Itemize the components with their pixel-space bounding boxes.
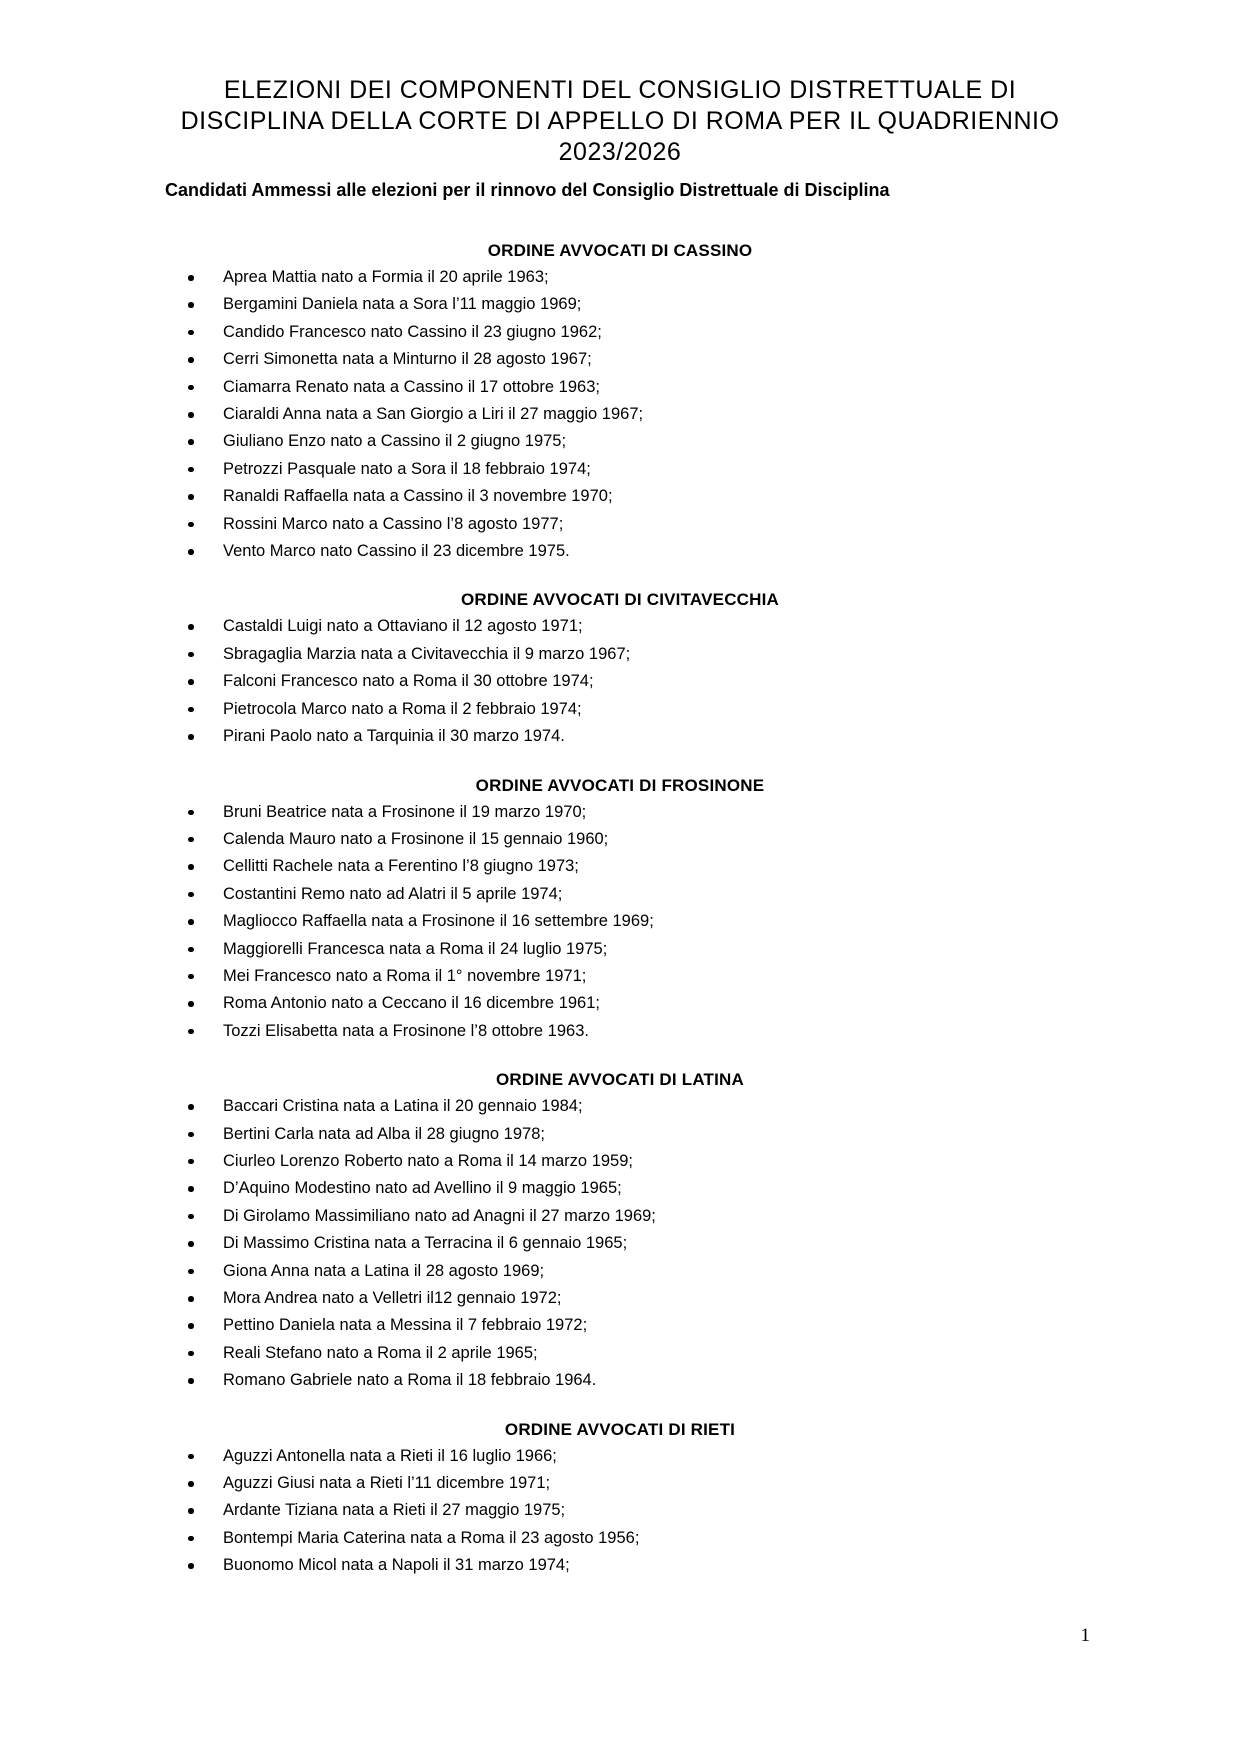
section-title: ORDINE AVVOCATI DI FROSINONE — [475, 775, 765, 795]
candidate-item: Di Girolamo Massimiliano nato ad Anagni il 27 marzo 1969; — [165, 1203, 1075, 1230]
candidate-item: Magliocco Raffaella nata a Frosinone il 16 settembre 1969; — [165, 908, 1075, 935]
candidate-item: Castaldi Luigi nato a Ottaviano il 12 agosto 1971; — [165, 613, 1075, 640]
candidate-item: Calenda Mauro nato a Frosinone il 15 gennaio 1960; — [165, 826, 1075, 853]
section-ordine-avvocati-civitavecchia — [165, 589, 1075, 750]
section-ordine-avvocati-rieti — [165, 1419, 1075, 1580]
candidate-item: Vento Marco nato Cassino il 23 dicembre 1975. — [165, 538, 1075, 565]
candidate-list — [165, 264, 1075, 565]
candidate-item: Cellitti Rachele nata a Ferentino l’8 giugno 1973; — [165, 853, 1075, 880]
candidate-item: Rossini Marco nato a Cassino l’8 agosto 1977; — [165, 511, 1075, 538]
candidate-item: Ardante Tiziana nata a Rieti il 27 maggio 1975; — [165, 1497, 1075, 1524]
sections-container — [165, 240, 1075, 1580]
candidate-item: Giona Anna nata a Latina il 28 agosto 1969; — [165, 1258, 1075, 1285]
candidate-item: Aguzzi Giusi nata a Rieti l’11 dicembre 1971; — [165, 1470, 1075, 1497]
candidate-item: Buonomo Micol nata a Napoli il 31 marzo 1974; — [165, 1552, 1075, 1579]
document-subtitle: Candidati Ammessi alle elezioni per il rinnovo del Consiglio Distrettuale di Disciplina — [165, 180, 890, 200]
section-title: ORDINE AVVOCATI DI LATINA — [495, 1070, 745, 1090]
candidate-item: Maggiorelli Francesca nata a Roma il 24 luglio 1975; — [165, 936, 1075, 963]
candidate-item: Di Massimo Cristina nata a Terracina il 6 gennaio 1965; — [165, 1230, 1075, 1257]
candidate-item: Pettino Daniela nata a Messina il 7 febbraio 1972; — [165, 1312, 1075, 1339]
section-title: ORDINE AVVOCATI DI RIETI — [504, 1419, 736, 1439]
candidate-item: Reali Stefano nato a Roma il 2 aprile 1965; — [165, 1340, 1075, 1367]
candidate-item: Aguzzi Antonella nata a Rieti il 16 luglio 1966; — [165, 1443, 1075, 1470]
candidate-item: Ciaraldi Anna nata a San Giorgio a Liri il 27 maggio 1967; — [165, 401, 1075, 428]
candidate-item: Falconi Francesco nato a Roma il 30 ottobre 1974; — [165, 668, 1075, 695]
candidate-item: Candido Francesco nato Cassino il 23 giugno 1962; — [165, 319, 1075, 346]
title-line: 2023/2026 — [558, 138, 682, 166]
candidate-item: Mei Francesco nato a Roma il 1° novembre 1971; — [165, 963, 1075, 990]
candidate-item: Pirani Paolo nato a Tarquinia il 30 marzo 1974. — [165, 723, 1075, 750]
candidate-item: Costantini Remo nato ad Alatri il 5 aprile 1974; — [165, 881, 1075, 908]
candidate-item: Bontempi Maria Caterina nata a Roma il 23 agosto 1956; — [165, 1525, 1075, 1552]
candidate-item: Roma Antonio nato a Ceccano il 16 dicembre 1961; — [165, 990, 1075, 1017]
candidate-list — [165, 799, 1075, 1046]
candidate-item: Baccari Cristina nata a Latina il 20 gennaio 1984; — [165, 1093, 1075, 1120]
candidate-item: Aprea Mattia nato a Formia il 20 aprile 1963; — [165, 264, 1075, 291]
candidate-list — [165, 1443, 1075, 1580]
candidate-item: Bruni Beatrice nata a Frosinone il 19 marzo 1970; — [165, 799, 1075, 826]
section-ordine-avvocati-latina — [165, 1069, 1075, 1394]
candidate-item: Ranaldi Raffaella nata a Cassino il 3 novembre 1970; — [165, 483, 1075, 510]
section-title: ORDINE AVVOCATI DI CASSINO — [487, 241, 753, 260]
candidate-item: Romano Gabriele nato a Roma il 18 febbraio 1964. — [165, 1367, 1075, 1394]
candidate-item: Bergamini Daniela nata a Sora l’11 maggio 1969; — [165, 291, 1075, 318]
section-ordine-avvocati-cassino — [165, 240, 1075, 565]
section-ordine-avvocati-frosinone — [165, 775, 1075, 1046]
page-number: 1 — [1080, 1625, 1090, 1646]
candidate-item: Pietrocola Marco nato a Roma il 2 febbraio 1974; — [165, 696, 1075, 723]
candidate-item: Ciurleo Lorenzo Roberto nato a Roma il 14 marzo 1959; — [165, 1148, 1075, 1175]
candidate-list — [165, 613, 1075, 750]
candidate-item: Ciamarra Renato nata a Cassino il 17 ottobre 1963; — [165, 374, 1075, 401]
candidate-item: Giuliano Enzo nato a Cassino il 2 giugno 1975; — [165, 428, 1075, 455]
title-line: DISCIPLINA DELLA CORTE DI APPELLO DI ROMA PER IL QUADRIENNIO — [180, 107, 1060, 135]
candidate-item: Petrozzi Pasquale nato a Sora il 18 febbraio 1974; — [165, 456, 1075, 483]
document-title — [165, 0, 1075, 168]
candidate-item: Cerri Simonetta nata a Minturno il 28 agosto 1967; — [165, 346, 1075, 373]
candidate-list — [165, 1093, 1075, 1394]
candidate-item: Bertini Carla nata ad Alba il 28 giugno 1978; — [165, 1121, 1075, 1148]
title-line: ELEZIONI DEI COMPONENTI DEL CONSIGLIO DISTRETTUALE DI — [223, 76, 1017, 104]
candidate-item: Mora Andrea nato a Velletri il12 gennaio 1972; — [165, 1285, 1075, 1312]
candidate-item: D’Aquino Modestino nato ad Avellino il 9 maggio 1965; — [165, 1175, 1075, 1202]
section-title: ORDINE AVVOCATI DI CIVITAVECCHIA — [460, 590, 780, 610]
candidate-item: Tozzi Elisabetta nata a Frosinone l’8 ottobre 1963. — [165, 1018, 1075, 1045]
candidate-item: Sbragaglia Marzia nata a Civitavecchia il 9 marzo 1967; — [165, 641, 1075, 668]
